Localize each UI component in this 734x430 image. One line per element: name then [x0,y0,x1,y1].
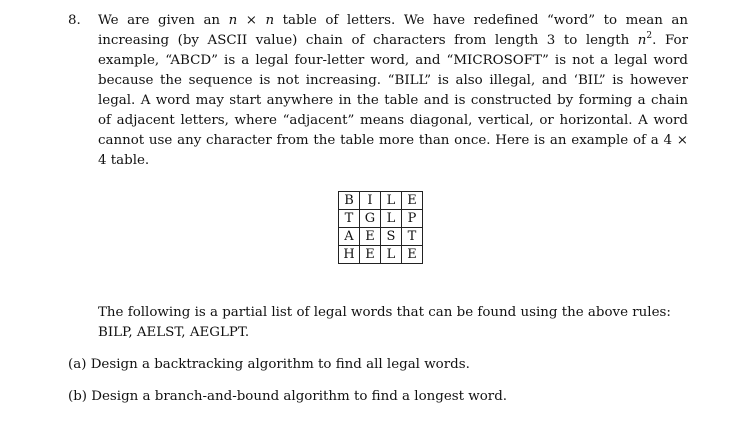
problem-statement: We are given an n × n table of letters. We have redefined “word” to mean an increasing (by ASCII value) chain of characters from length 3 to length $n^2$. For example, “ABCD” is a legal four-letter word, and “MICROSOFT” is not a legal word because the sequence is not increasing. “BILL” is also illegal, and ‘BIL” is however legal. A word may start anywhere in the table and is constructed by forming a chain of adjacent letters, where “adjacent” means diagonal, vertical, or horizontal. A word cannot use any character from the table more than once. Here is an example of a 4 × 4 table. [98,13,689,168]
table-row [339,192,423,210]
table-cell: I [360,192,381,210]
table-cell: S [381,228,402,246]
part-a-question: (a) Design a backtracking algorithm to find all legal words. [68,357,470,372]
table-cell: A [339,228,360,246]
table-cell: T [402,228,423,246]
table-cell: L [381,192,402,210]
letter-table [338,191,423,264]
table-cell: H [339,246,360,264]
table-row [339,246,423,264]
table-cell: E [360,246,381,264]
table-cell: P [402,210,423,228]
problem-number: 8. [68,13,81,28]
table-row [339,228,423,246]
table-cell: T [339,210,360,228]
table-row [339,210,423,228]
table-cell: E [360,228,381,246]
problem-8 [68,11,688,171]
table-cell: B [339,192,360,210]
table-cell: E [402,192,423,210]
table-cell: L [381,246,402,264]
table-cell: E [402,246,423,264]
part-b-question: (b) Design a branch-and-bound algorithm to find a longest word. [68,389,508,404]
partial-word-list: The following is a partial list of legal words that can be found using the above rules: BILP, AELST, AEGLPT. [98,305,671,340]
table-cell: G [360,210,381,228]
table-cell: L [381,210,402,228]
